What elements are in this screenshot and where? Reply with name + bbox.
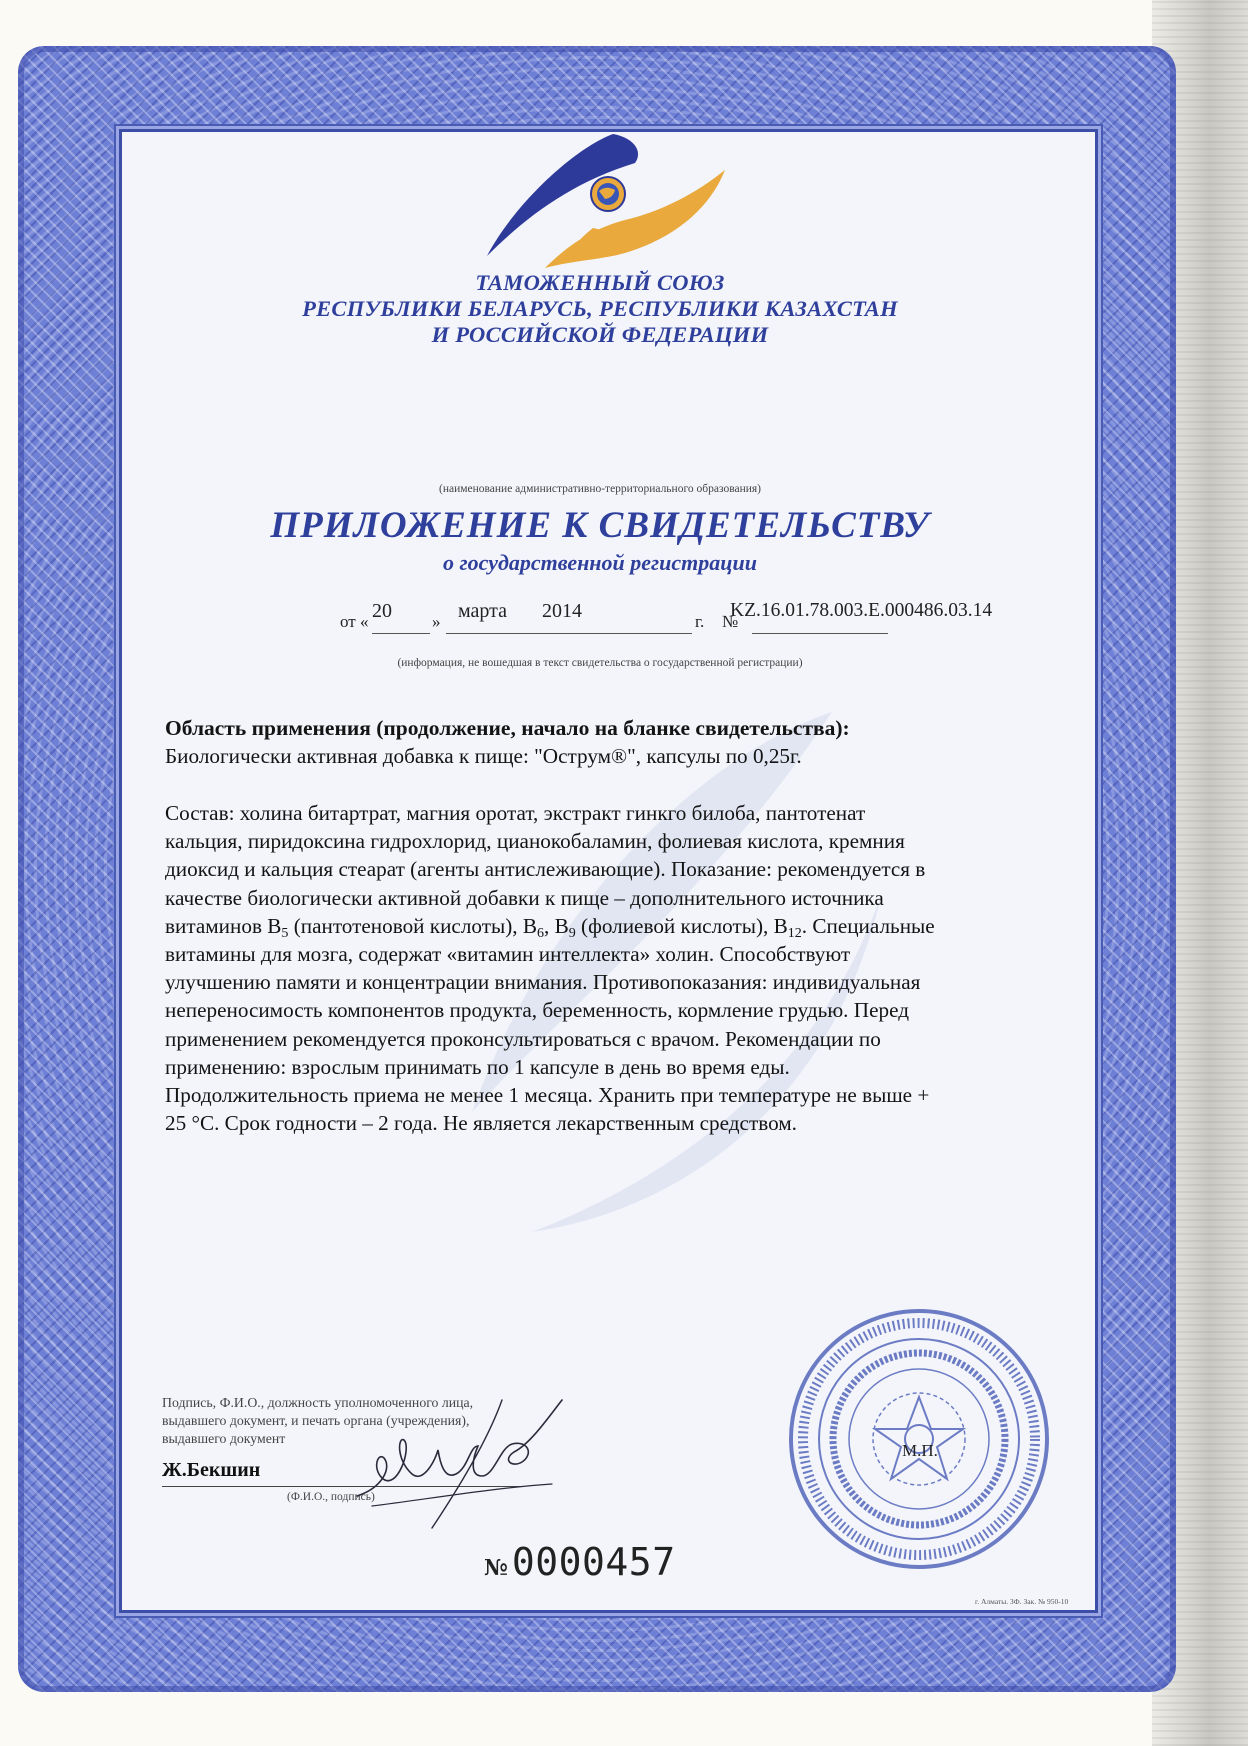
composition-line: непереносимость компонентов продукта, беременность, кормление грудью. Перед xyxy=(165,998,909,1023)
header-line-1: ТАМОЖЕННЫЙ СОЮЗ xyxy=(475,270,725,295)
composition-line: кальция, пиридоксина гидрохлорид, цианокобаламин, фолиевая кислота, кремния xyxy=(165,829,905,854)
stamp-label: М.П. xyxy=(902,1441,938,1460)
admin-note: (наименование административно-территориального образования) xyxy=(438,483,762,495)
handwritten-signature xyxy=(352,1388,572,1538)
header-line-3: И РОССИЙСКОЙ ФЕДЕРАЦИИ xyxy=(431,322,769,347)
composition-line: 25 °C. Срок годности – 2 года. Не является лекарственным средством. xyxy=(165,1111,797,1136)
date-month: марта xyxy=(458,600,507,622)
vitamins-text: (пантотеновой кислоты), B xyxy=(288,913,538,938)
date-close-quote: » xyxy=(432,612,441,631)
subscript-5: 5 xyxy=(281,925,289,941)
printer-imprint: г. Алматы. ЗФ. Зак. № 950-10 xyxy=(975,1597,1069,1606)
serial-value: 0000457 xyxy=(511,1540,676,1584)
date-line xyxy=(340,598,1080,638)
serial-number xyxy=(484,1540,676,1584)
scope-heading: Область применения (продолжение, начало на бланке свидетельства): xyxy=(165,716,850,740)
date-year: 2014 xyxy=(542,600,582,622)
date-from-label: от « xyxy=(340,612,369,631)
registration-number: KZ.16.01.78.003.E.000486.03.14 xyxy=(730,600,993,621)
signatory-name: Ж.Бекшин xyxy=(162,1459,261,1481)
composition-line: Продолжительность приема не менее 1 месяца. Хранить при температуре не выше + xyxy=(165,1083,930,1108)
day-underline xyxy=(372,633,430,634)
vitamins-text: , B xyxy=(544,913,569,938)
signature-caption: (Ф.И.О., подпись) xyxy=(287,1491,375,1503)
vitamins-text: (фолиевой кислоты), B xyxy=(575,913,788,938)
subscript-6: 6 xyxy=(537,925,545,941)
header-line-2: РЕСПУБЛИКИ БЕЛАРУСЬ, РЕСПУБЛИКИ КАЗАХСТАН xyxy=(302,296,898,321)
serial-sign: № xyxy=(484,1555,508,1581)
product-line: Биологически активная добавка к пище: "Острум®", капсулы по 0,25г. xyxy=(165,744,802,769)
vitamins-text: . Специальные xyxy=(801,913,935,938)
composition-line: диоксид и кальция стеарат (агенты антислеживающие). Показание: рекомендуется в xyxy=(165,857,926,882)
document-title: ПРИЛОЖЕНИЕ К СВИДЕТЕЛЬСТВУ xyxy=(270,505,930,546)
customs-union-header xyxy=(250,270,950,348)
document-subtitle: о государственной регистрации xyxy=(443,550,757,575)
composition-paragraph xyxy=(165,799,1085,1137)
official-seal-stamp xyxy=(785,1305,1053,1573)
signature-note-line: выдавшего документ, и печать органа (учреждения), xyxy=(162,1413,470,1428)
subscript-9: 9 xyxy=(568,925,576,941)
date-year-suffix: г. xyxy=(695,612,705,631)
info-note: (информация, не вошедшая в текст свидетельства о государственной регистрации) xyxy=(397,657,803,669)
signature-note-line: Подпись, Ф.И.О., должность уполномоченного лица, xyxy=(162,1395,474,1410)
subscript-12: 12 xyxy=(787,925,802,941)
scope-section xyxy=(165,714,1085,770)
signature-note-line: выдавшего документ xyxy=(162,1431,286,1446)
month-year-underline xyxy=(446,633,692,634)
composition-line: Состав: холина битартрат, магния оротат, экстракт гинкго билоба, пантотенат xyxy=(165,801,866,825)
vitamins-text: витаминов B xyxy=(165,913,282,938)
composition-line: применению: взрослым принимать по 1 капсуле в день во время еды. xyxy=(165,1054,790,1079)
composition-line: улучшению памяти и концентрации внимания. Противопоказания: индивидуальная xyxy=(165,970,921,995)
date-day: 20 xyxy=(372,600,392,622)
composition-line-vitamins xyxy=(165,912,1085,940)
composition-line: качестве биологически активной добавки к пище – дополнительного источника xyxy=(165,885,884,910)
number-sign: № xyxy=(722,612,739,631)
composition-line: витамины для мозга, содержат «витамин интеллекта» холин. Способствуют xyxy=(165,942,851,967)
number-underline xyxy=(752,633,888,634)
customs-union-logo-icon xyxy=(475,128,735,270)
composition-line: применением рекомендуется проконсультироваться с врачом. Рекомендации по xyxy=(165,1026,881,1051)
